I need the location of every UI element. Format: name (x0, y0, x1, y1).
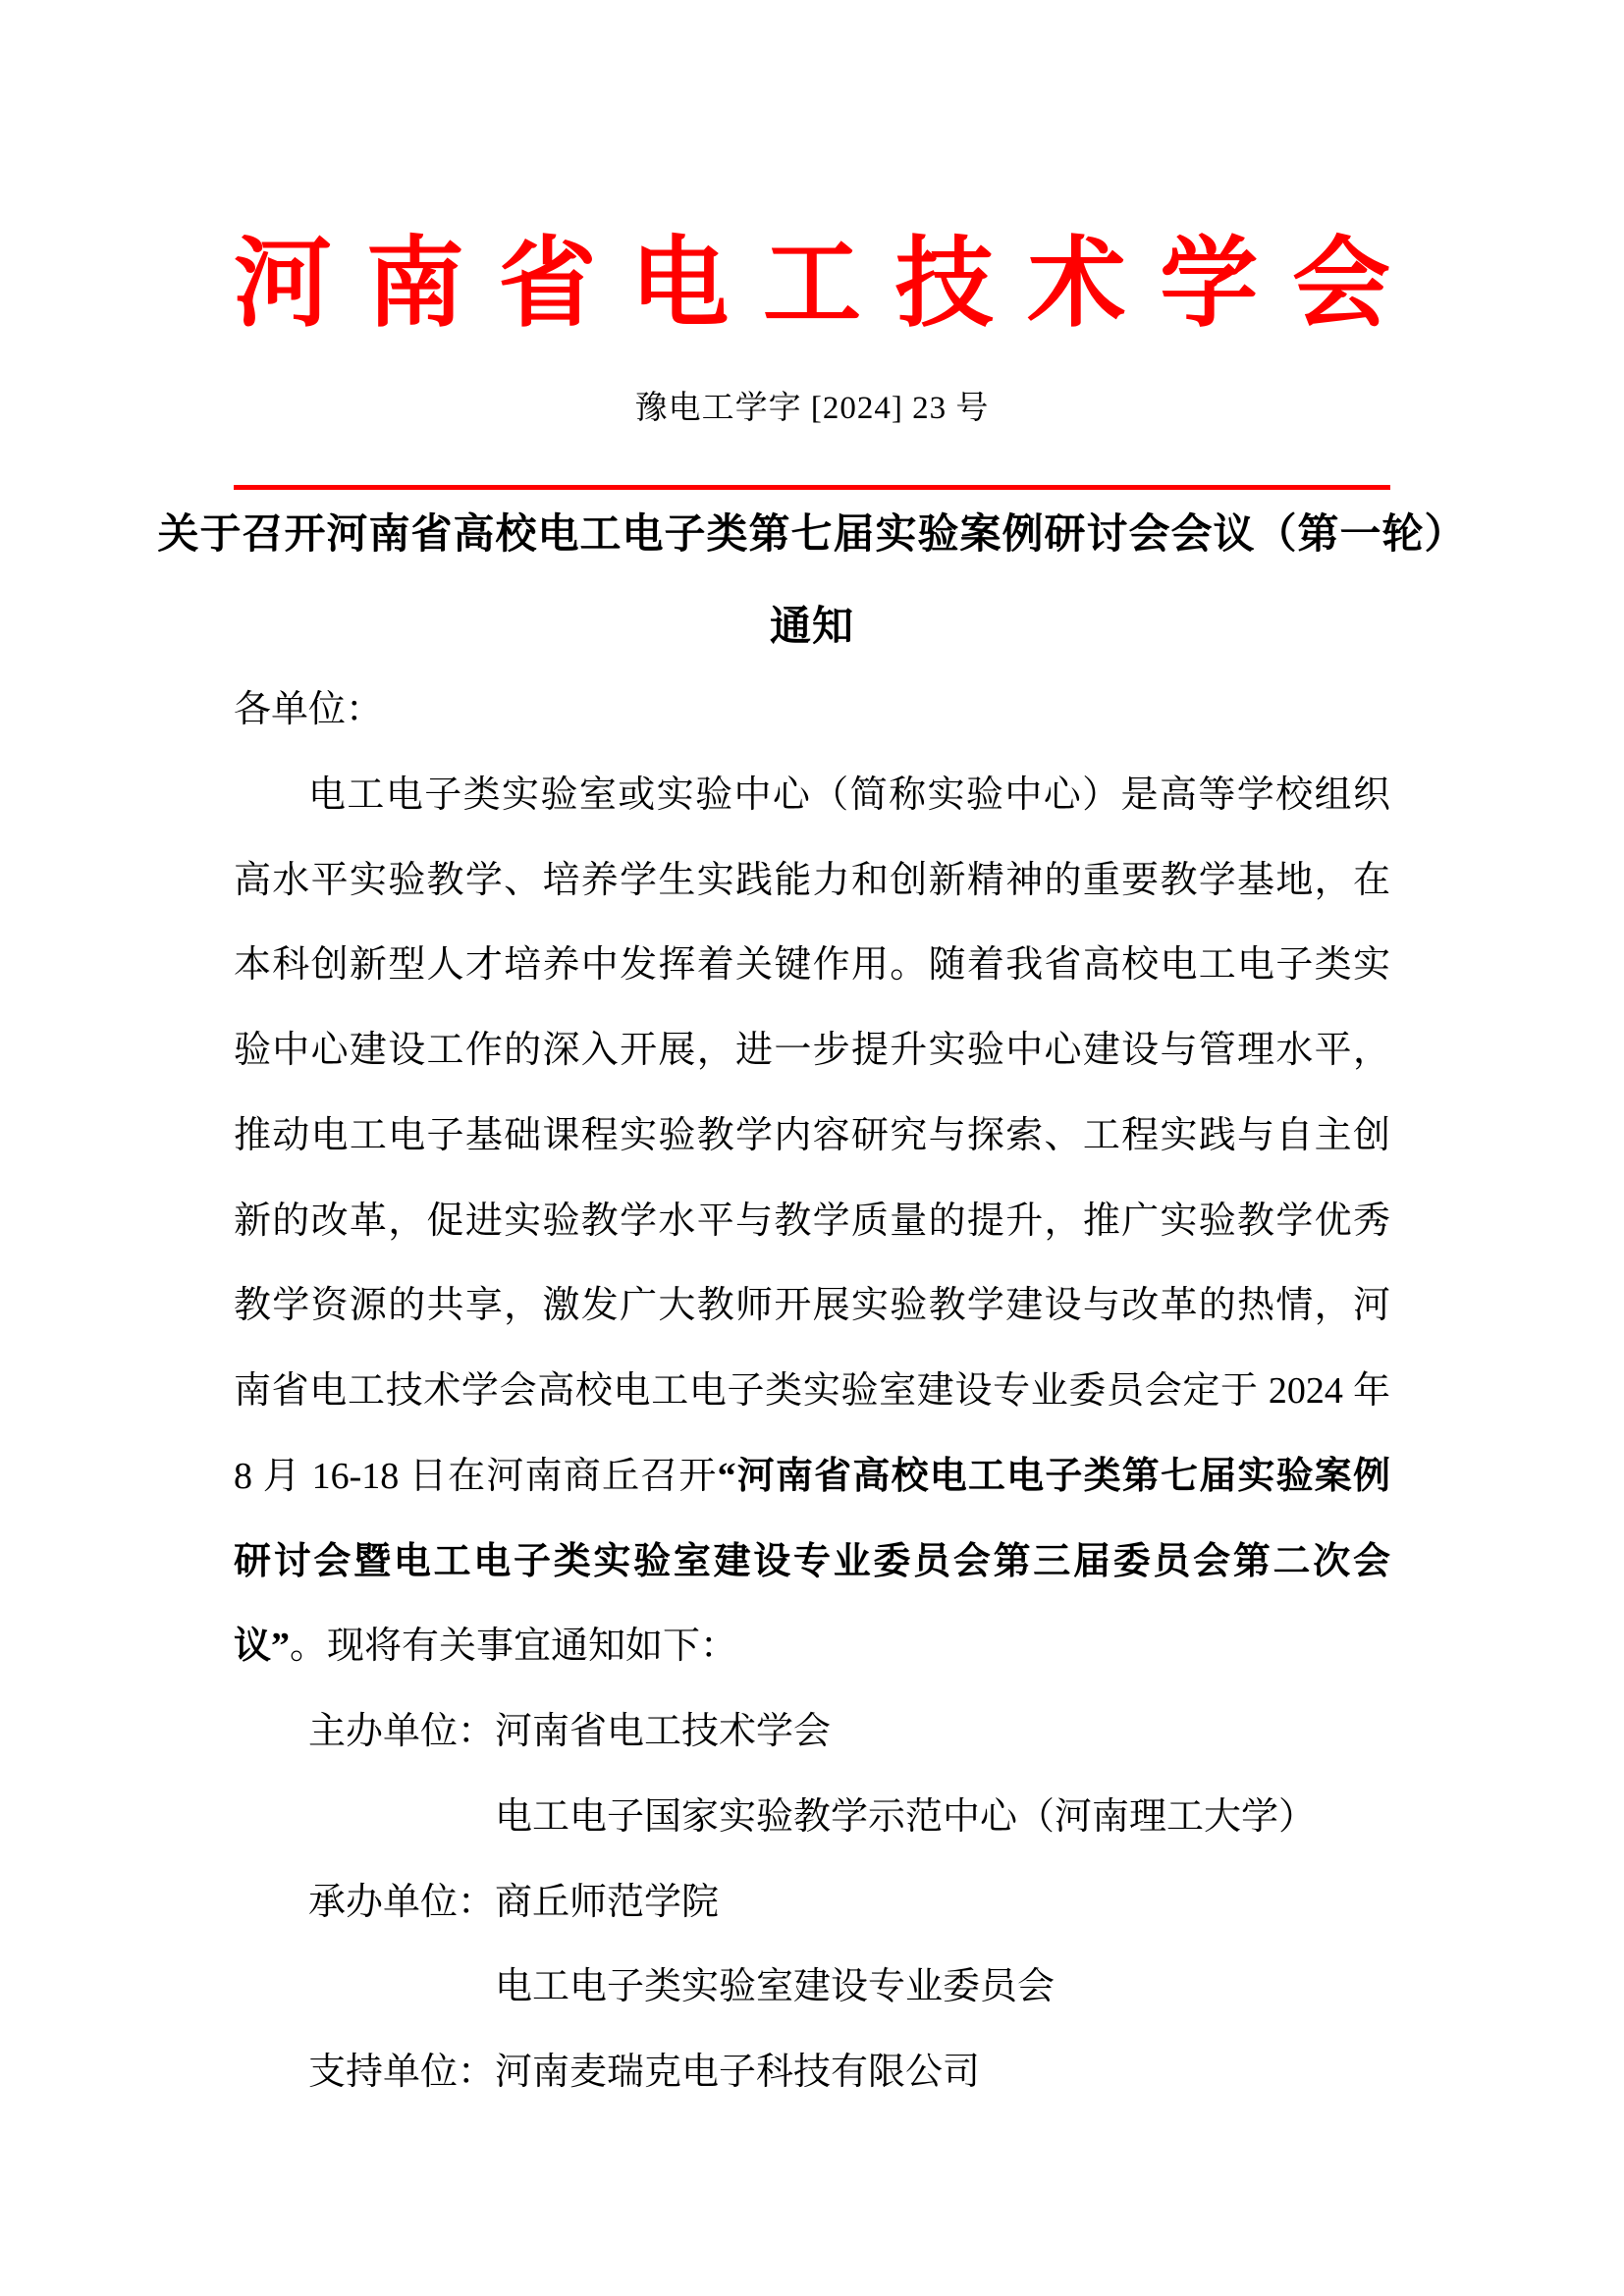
masthead-title-char: 省 (498, 230, 597, 339)
paragraph-line (234, 923, 1390, 1008)
masthead-title (234, 230, 1390, 339)
body-text: 主办单位：河南省电工技术学会 (308, 1711, 832, 1752)
body-text: 教学资源的共享，激发广大教师开展实验教学建设与改革的热情，河 (234, 1285, 1390, 1327)
masthead-title-char: 学 (1160, 230, 1259, 339)
notice-title (0, 488, 1624, 672)
body-text: 南省电工技术学会高校电工电子类实验室建设专业委员会定于 2024 年 (234, 1370, 1390, 1412)
masthead-title-char: 会 (1292, 230, 1390, 339)
masthead-title-char: 电 (630, 230, 730, 339)
body-text: 承办单位：商丘师范学院 (308, 1881, 720, 1923)
body-text: 电工电子类实验室建设专业委员会 (495, 1966, 1056, 2008)
body-text: 验中心建设工作的深入开展，进一步提升实验中心建设与管理水平， (234, 1030, 1390, 1071)
masthead-title-char: 技 (894, 230, 994, 339)
doc-number: 豫电工学字 [2024] 23 号 (634, 391, 990, 426)
body-text: 高水平实验教学、培养学生实践能力和创新精神的重要教学基地，在 (234, 859, 1390, 901)
masthead-title-char: 术 (1027, 230, 1126, 339)
body-text: 8 月 16-18 日在河南商丘召开 (234, 1455, 718, 1497)
host-unit-line-2 (234, 1775, 1390, 1860)
body-text: 新的改革，促进实验教学水平与教学质量的提升，推广实验教学优秀 (234, 1200, 1390, 1242)
body-text: 。现将有关事宜通知如下： (290, 1626, 738, 1668)
conference-name-bold-text: 议” (234, 1626, 291, 1668)
body-text: 支持单位：河南麦瑞克电子科技有限公司 (308, 2052, 981, 2093)
conference-name-bold-text: 研讨会暨电工电子类实验室建设专业委员会第三届委员会第二次会 (234, 1540, 1390, 1582)
paragraph-line (234, 1094, 1390, 1179)
organizer-unit-line-2 (234, 1945, 1390, 2030)
paragraph-line (234, 1434, 1390, 1520)
conference-name-bold-text: “河南省高校电工电子类第七届实验案例 (717, 1455, 1390, 1497)
notice-title-line1: 关于召开河南省高校电工电子类第七届实验案例研讨会会议（第一轮） (157, 510, 1467, 557)
salutation-line (234, 667, 1390, 753)
paragraph-line (234, 838, 1390, 924)
paragraph-line (234, 1179, 1390, 1264)
notice-body (234, 667, 1390, 2115)
masthead-title-char: 南 (365, 230, 464, 339)
host-unit-line (234, 1689, 1390, 1775)
body-text: 各单位： (234, 689, 384, 730)
paragraph-line (234, 1349, 1390, 1434)
masthead-title-char: 河 (234, 230, 332, 339)
organizer-unit-line (234, 1860, 1390, 1946)
paragraph-line (234, 1520, 1390, 1605)
body-text: 电工电子国家实验教学示范中心（河南理工大学） (495, 1795, 1317, 1838)
body-text: 推动电工电子基础课程实验教学内容研究与探索、工程实践与自主创 (234, 1114, 1390, 1156)
body-text: 本科创新型人才培养中发挥着关键作用。随着我省高校电工电子类实 (234, 944, 1390, 987)
masthead-title-char: 工 (763, 230, 861, 339)
paragraph-line (234, 1263, 1390, 1349)
body-text: 电工电子类实验室或实验中心（简称实验中心）是高等学校组织 (308, 774, 1390, 816)
paragraph-line (234, 1604, 1390, 1689)
notice-title-line2: 通知 (769, 603, 854, 649)
support-unit-line (234, 2030, 1390, 2115)
paragraph-line (234, 753, 1390, 838)
paragraph-line (234, 1008, 1390, 1094)
